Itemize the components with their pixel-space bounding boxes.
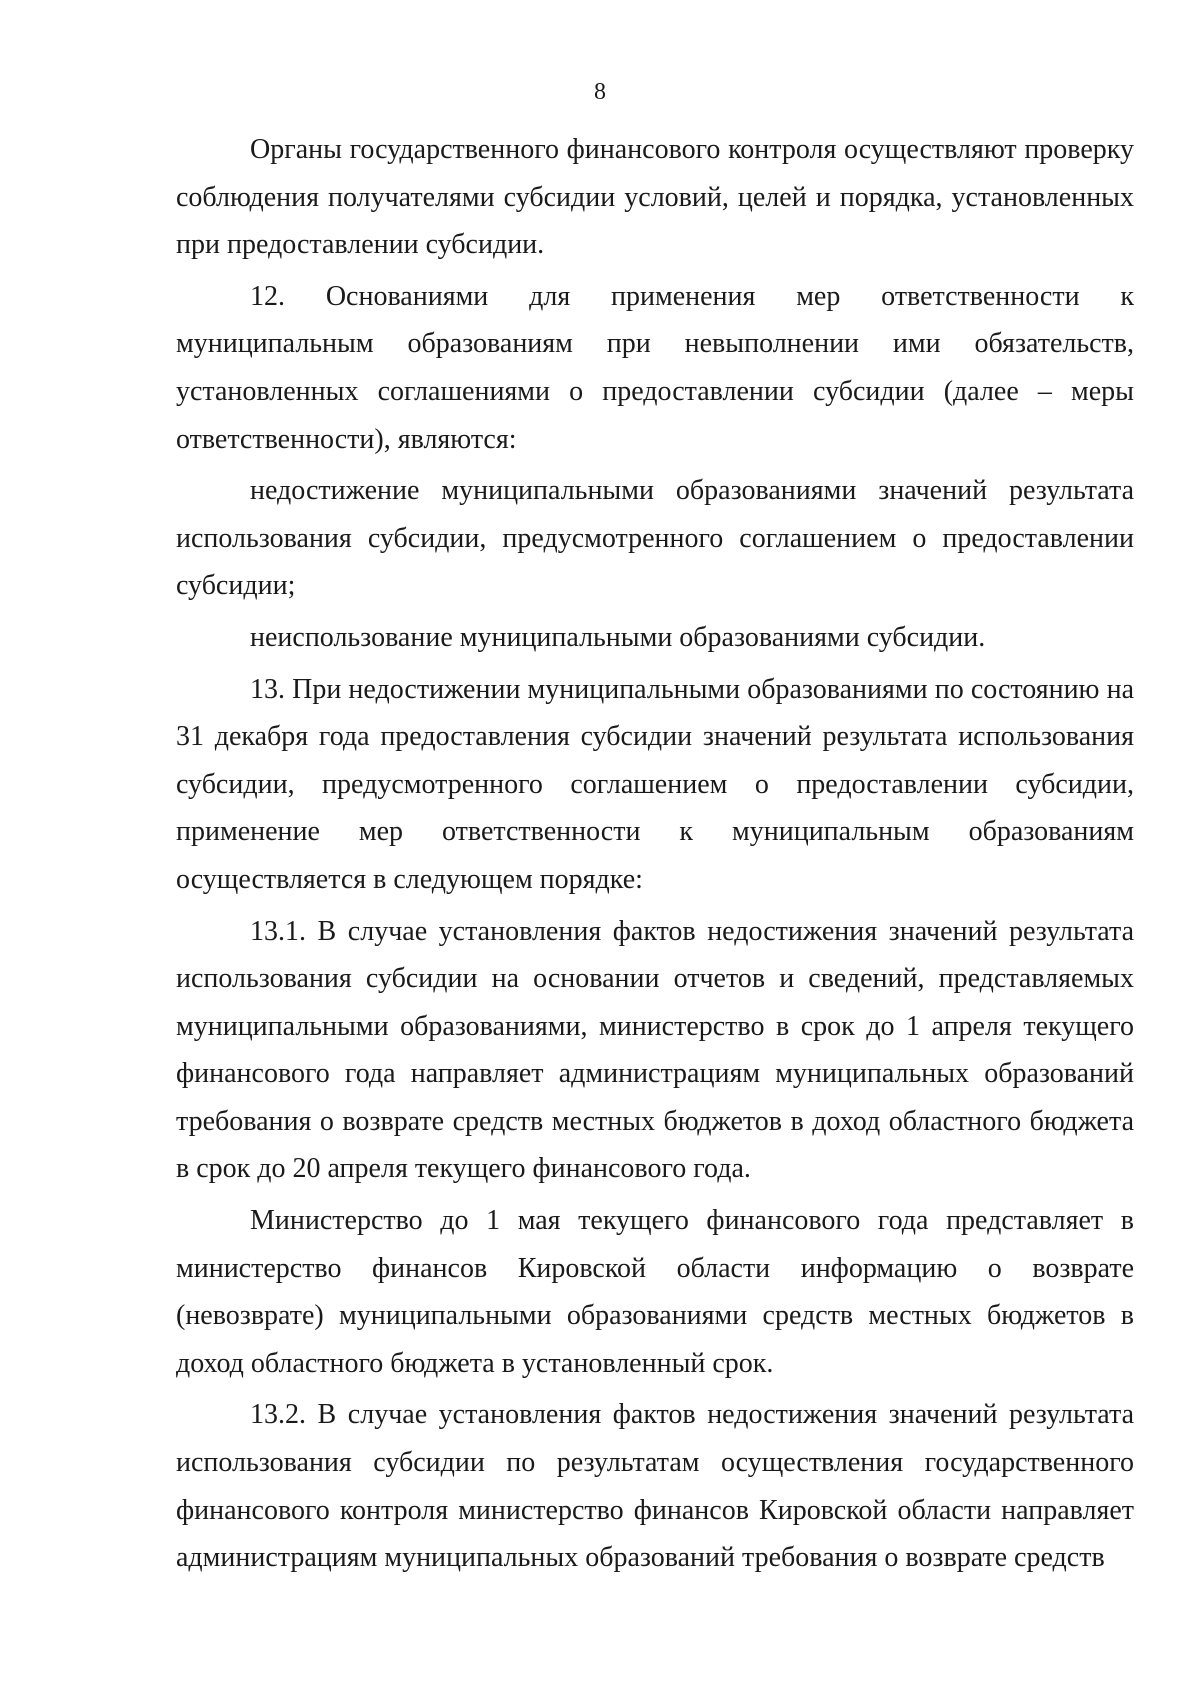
document-body — [176, 126, 1134, 1586]
paragraph-13: 13. При недостижении муниципальными образованиями по состоянию на 31 декабря года предоставления субсидии значений результата использования субсидии, предусмотренного соглашением о предоставлении субсидии, применение мер ответственности к муниципальным образованиям осуществляется в следующем порядке: — [176, 673, 1134, 895]
paragraph-control-bodies: Органы государственного финансового контроля осуществляют проверку соблюдения получателями субсидии условий, целей и порядка, установленных при предоставлении субсидии. — [176, 134, 1134, 261]
paragraph-13-1: 13.1. В случае установления фактов недостижения значений результата использования субсидии на основании отчетов и сведений, представляемых муниципальными образованиями, министерство в срок до 1 апреля текущего финансового года направляет администрациям муниципальных образований требования о возврате средств местных бюджетов в доход областного бюджета в срок до 20 апреля текущего финансового года. — [176, 915, 1134, 1185]
paragraph-12-grounds: 12. Основаниями для применения мер ответственности к муниципальным образованиям при невыполнении ими обязательств, установленных соглашениями о предоставлении субсидии (далее – меры ответственности), являются: — [176, 280, 1134, 455]
paragraph-non-achievement: недостижение муниципальными образованиями значений результата использования субсидии, предусмотренного соглашением о предоставлении субсидии; — [176, 475, 1134, 602]
paragraph-non-use: неиспользование муниципальными образованиями субсидии. — [250, 621, 986, 653]
page-number: 8 — [594, 79, 606, 105]
paragraph-ministry-report: Министерство до 1 мая текущего финансового года представляет в министерство финансов Кировской области информацию о возврате (невозврате) муниципальными образованиями средств местных бюджетов в доход областного бюджета в установленный срок. — [176, 1205, 1134, 1379]
paragraph-13-2: 13.2. В случае установления фактов недостижения значений результата использования субсидии по результатам осуществления государственного финансового контроля министерство финансов Кировской области направляет администрациям муниципальных образований требования о возврате средств — [176, 1399, 1134, 1574]
